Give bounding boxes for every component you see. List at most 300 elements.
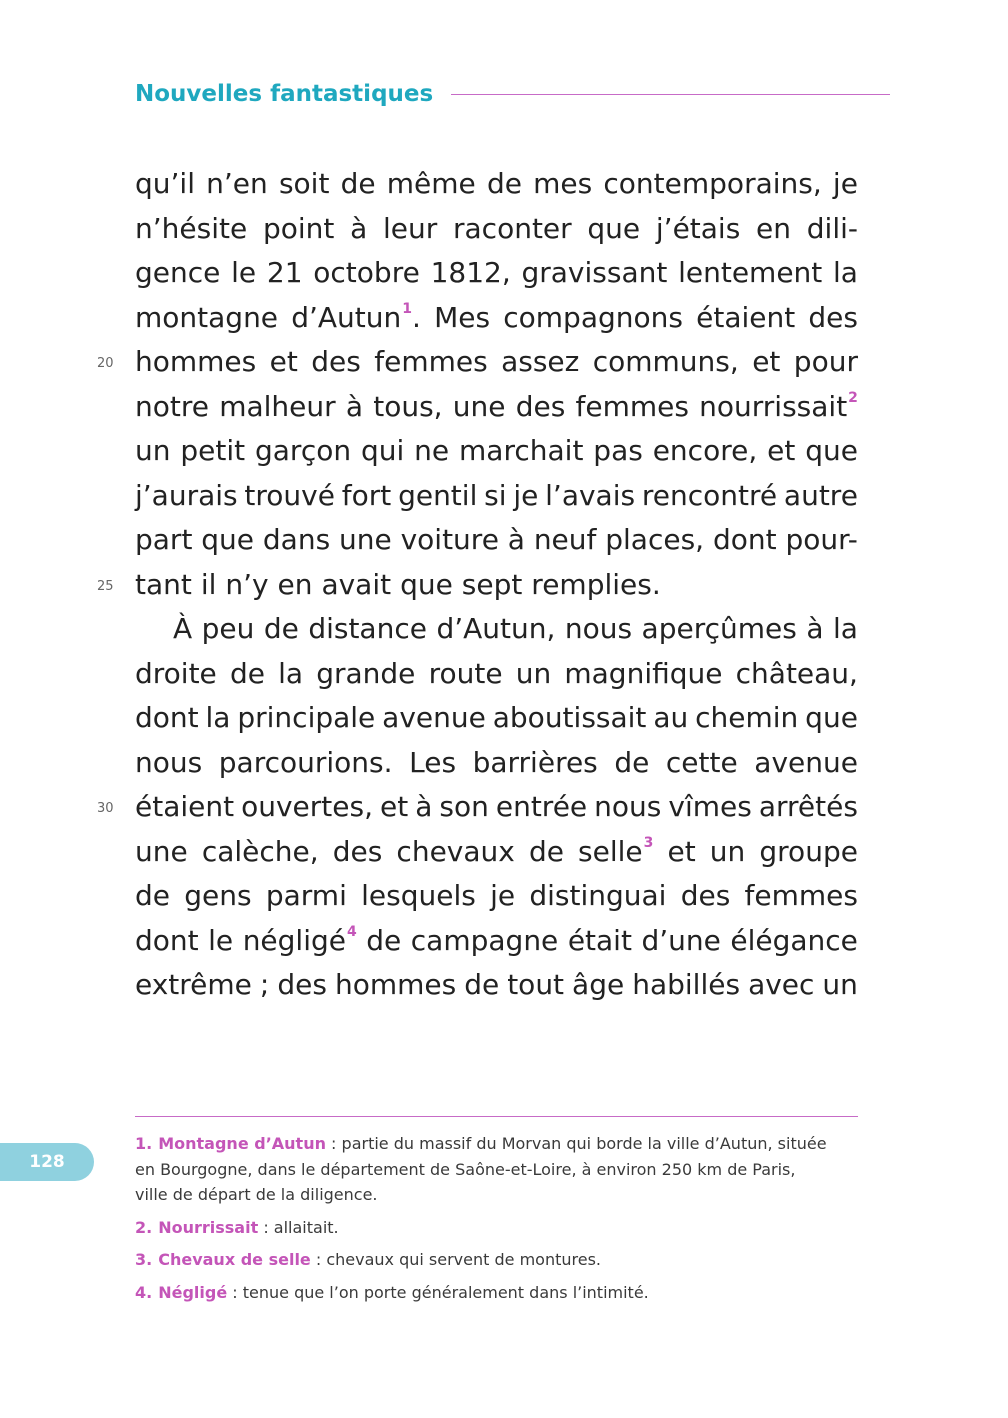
word-text: 1812, — [430, 256, 511, 289]
word — [135, 785, 234, 830]
word-text: gravissant — [521, 256, 668, 289]
word — [767, 429, 795, 474]
text-line — [135, 963, 858, 1008]
word — [264, 607, 299, 652]
word-text: une — [339, 523, 392, 556]
word-text: nous — [564, 612, 633, 645]
word — [434, 296, 490, 341]
word-text: d’Autun, — [436, 612, 556, 645]
footnote-term: Nourrissait — [158, 1217, 259, 1237]
word — [710, 830, 746, 875]
word — [135, 296, 278, 341]
word — [263, 518, 330, 563]
word — [593, 340, 739, 385]
word-text: voiture — [400, 523, 499, 556]
word-text: la — [205, 701, 231, 734]
word-text: et — [379, 790, 409, 823]
line-number: 20 — [97, 356, 114, 371]
word — [409, 741, 456, 786]
word-text: compagnons — [503, 300, 683, 334]
word — [833, 162, 858, 207]
word — [656, 207, 740, 252]
word — [473, 741, 598, 786]
word-text: soit — [278, 167, 330, 200]
text-line — [135, 207, 858, 252]
footnote — [135, 1247, 870, 1273]
word — [754, 741, 858, 786]
word-text: le — [231, 256, 257, 289]
word-text: négligé — [242, 923, 346, 957]
footnote-definition: en Bourgogne, dans le département de Saône-et-Loire, à environ 250 km de Paris, — [135, 1159, 796, 1179]
word — [784, 474, 858, 519]
word-text: une — [135, 834, 188, 868]
text-line — [135, 919, 858, 964]
word-text: cette — [665, 745, 738, 779]
word — [316, 652, 415, 697]
word — [135, 385, 209, 430]
word — [794, 340, 858, 385]
word-text: communs, — [592, 345, 739, 378]
word — [335, 963, 456, 1008]
footnote-marker[interactable]: 3 — [643, 834, 654, 851]
word — [752, 340, 780, 385]
word-text: de — [135, 879, 170, 912]
word — [380, 785, 408, 830]
word — [173, 607, 192, 652]
word — [808, 296, 858, 341]
footnote — [135, 1280, 870, 1306]
footnote-term: Négligé — [158, 1282, 228, 1302]
word-text: entrée — [495, 790, 588, 823]
word-text: d’Autun — [291, 300, 402, 334]
text-line — [97, 340, 858, 385]
word — [501, 340, 579, 385]
word — [135, 563, 192, 608]
header-rule — [451, 94, 890, 95]
word — [641, 919, 720, 964]
running-header — [135, 78, 890, 110]
word-text: de — [486, 167, 522, 200]
word — [201, 518, 254, 563]
word-text: des — [332, 834, 383, 868]
word — [516, 652, 552, 697]
word-text: j’aurais — [135, 478, 238, 512]
word — [184, 874, 251, 919]
text-line — [135, 696, 858, 741]
word — [396, 830, 514, 875]
word — [180, 429, 245, 474]
word — [255, 429, 351, 474]
word — [730, 919, 858, 964]
word-text: tout — [507, 968, 565, 1001]
word — [678, 251, 822, 296]
word-text: malheur — [219, 389, 336, 423]
word-text: marchait — [459, 434, 584, 467]
word-text: gentil — [398, 478, 478, 512]
word-text: que — [400, 567, 453, 601]
word — [759, 785, 858, 830]
word — [508, 518, 525, 563]
word-text: en — [756, 211, 792, 245]
text-line — [135, 162, 858, 207]
word — [745, 874, 858, 919]
word-text: gence — [135, 256, 221, 289]
word-text: de — [614, 745, 650, 779]
word-text: arrêtés — [758, 790, 858, 823]
word-text: vîmes — [668, 790, 752, 823]
word-text: distance — [308, 612, 427, 645]
word — [267, 251, 303, 296]
word-text: qui — [360, 434, 405, 467]
word — [534, 518, 597, 563]
word — [748, 963, 814, 1008]
word — [313, 251, 420, 296]
word — [507, 963, 564, 1008]
word — [278, 563, 313, 608]
word — [464, 963, 499, 1008]
word-text: raconter — [453, 211, 572, 245]
footnotes-rule — [135, 1116, 858, 1117]
word-text: âge — [572, 968, 625, 1001]
word-text: octobre — [313, 256, 420, 289]
word — [135, 741, 202, 786]
word-text: élégance — [730, 923, 858, 957]
word-text: n’y — [225, 567, 269, 601]
word-text: à — [507, 523, 525, 556]
footnote-line — [135, 1280, 870, 1306]
word — [208, 919, 233, 964]
text-line — [135, 385, 858, 430]
word — [605, 518, 704, 563]
word — [308, 607, 427, 652]
word — [453, 207, 572, 252]
footnote-marker[interactable]: 1 — [402, 300, 413, 317]
word — [696, 296, 795, 341]
word-text: étaient — [135, 790, 235, 823]
word-text: château, — [735, 656, 858, 690]
word-text: et — [667, 834, 696, 868]
word-text: femmes — [374, 345, 488, 378]
text-line — [97, 563, 858, 608]
word-text: femmes — [744, 879, 858, 912]
word-text: avait — [321, 567, 392, 601]
word-text: dili- — [806, 211, 858, 245]
word-text: encore, — [652, 434, 758, 467]
word — [487, 162, 522, 207]
word-text: rencontré — [641, 478, 778, 512]
word-text: droite — [135, 656, 217, 690]
word-text: de — [263, 612, 299, 645]
word-text: je — [513, 478, 539, 512]
footnote-line — [135, 1182, 870, 1208]
word — [614, 741, 649, 786]
footnote — [135, 1131, 870, 1208]
word — [759, 830, 858, 875]
word — [219, 385, 335, 430]
word — [642, 474, 777, 519]
footnote-marker[interactable]: 2 — [848, 389, 858, 406]
footnotes — [135, 1131, 870, 1312]
word — [564, 652, 722, 697]
word-text: trouvé — [244, 478, 335, 512]
word — [496, 785, 587, 830]
word-text: magnifique — [564, 656, 723, 690]
footnote-line — [135, 1215, 870, 1241]
word — [202, 830, 319, 875]
word-text: dont — [135, 923, 199, 957]
word-text: pour- — [785, 523, 858, 556]
word — [667, 830, 695, 875]
word — [785, 518, 857, 563]
word — [439, 785, 488, 830]
word — [263, 207, 334, 252]
text-line — [135, 830, 858, 875]
word — [462, 563, 523, 608]
word — [401, 518, 499, 563]
word-text: groupe — [759, 834, 858, 868]
text-line — [135, 741, 858, 786]
word-text: chemin — [695, 701, 799, 734]
word-text: 21 — [266, 256, 303, 289]
word — [529, 874, 666, 919]
word — [805, 429, 858, 474]
word — [291, 296, 421, 341]
word-text: en — [277, 567, 313, 601]
word-text: point — [262, 211, 335, 245]
word — [135, 963, 252, 1008]
word-text: je — [490, 879, 516, 912]
word — [219, 741, 393, 786]
word-text: montagne — [135, 300, 279, 334]
word-text: parcourions. — [218, 745, 393, 779]
word-text: notre — [135, 389, 209, 423]
word — [225, 563, 268, 608]
word-text: je — [832, 167, 858, 200]
word-text: et — [269, 345, 298, 378]
word-text: nourrissait — [699, 389, 848, 423]
word-text: la — [833, 256, 858, 289]
footnote-number: 3. — [135, 1250, 153, 1269]
word — [572, 963, 624, 1008]
main-text — [97, 162, 858, 1008]
footnote-line — [135, 1131, 870, 1157]
word — [342, 474, 391, 519]
word-text: que — [587, 211, 641, 245]
word-text: au — [653, 701, 689, 734]
page-number: 128 — [29, 1152, 65, 1172]
footnote-line — [135, 1157, 870, 1183]
footnote-definition: : chevaux qui servent de montures. — [310, 1250, 601, 1269]
word-text: un — [822, 968, 858, 1001]
word — [201, 563, 217, 608]
word — [311, 340, 361, 385]
word — [490, 874, 515, 919]
word-text: contemporains, — [603, 167, 822, 200]
word-text: d’une — [641, 923, 721, 957]
word-text: assez — [501, 345, 580, 378]
word-text: qu’il — [135, 167, 195, 200]
word-text: des — [515, 389, 566, 423]
line-number: 30 — [97, 801, 114, 816]
word — [565, 607, 632, 652]
word-text: barrières — [472, 745, 598, 779]
word-text: aboutissait — [492, 701, 647, 734]
word-text: nous — [594, 790, 662, 823]
word-text: places, — [605, 523, 705, 556]
word — [135, 518, 192, 563]
word-text: à — [350, 211, 368, 245]
word-text: si — [484, 478, 507, 512]
word-text: que — [201, 523, 255, 556]
word-text: il — [200, 567, 217, 601]
word — [568, 919, 632, 964]
word-text: habillés — [632, 968, 741, 1001]
word — [279, 162, 329, 207]
word — [366, 919, 401, 964]
word-text: lesquels — [361, 879, 476, 912]
word — [603, 162, 821, 207]
word-text: chevaux — [396, 834, 515, 868]
word — [429, 652, 503, 697]
word — [516, 385, 566, 430]
footnote-definition: : tenue que l’on porte généralement dans l’intimité. — [227, 1282, 649, 1302]
footnote-definition: : allaitait. — [258, 1217, 339, 1237]
word — [533, 162, 592, 207]
word-text: pas — [593, 434, 643, 467]
word — [361, 874, 476, 919]
word-text: la — [278, 656, 304, 690]
word — [484, 474, 506, 519]
word-text: étaient — [696, 300, 796, 334]
word — [135, 162, 195, 207]
word-text: hommes — [334, 968, 457, 1001]
text-line — [97, 785, 858, 830]
word — [135, 207, 247, 252]
word-text: dans — [262, 523, 331, 556]
word — [699, 385, 858, 430]
word — [531, 563, 660, 608]
word — [493, 696, 647, 741]
word — [400, 563, 453, 608]
word-text: campagne — [410, 923, 559, 957]
word-text: distinguai — [529, 879, 667, 912]
word-text: petit — [180, 434, 246, 467]
word — [383, 207, 437, 252]
word-text: et — [767, 434, 796, 467]
word-text: et — [752, 345, 781, 378]
word — [411, 919, 559, 964]
book-title: Nouvelles fantastiques — [135, 81, 434, 107]
word — [503, 296, 683, 341]
word — [373, 385, 442, 430]
word-text: n’hésite — [135, 211, 248, 245]
line-number: 25 — [97, 578, 114, 594]
word — [135, 340, 256, 385]
word-text: sept — [461, 567, 523, 601]
word — [529, 830, 564, 875]
word — [241, 785, 373, 830]
word-text: des — [311, 345, 361, 378]
word-text: dont — [135, 701, 199, 734]
word — [321, 563, 391, 608]
word — [333, 830, 383, 875]
word — [653, 429, 758, 474]
word-text: À — [173, 612, 193, 645]
word-text: hommes — [135, 345, 257, 378]
word-text: l’avais — [545, 478, 636, 512]
word — [453, 385, 506, 430]
word — [202, 607, 255, 652]
word — [230, 652, 265, 697]
word — [243, 919, 357, 964]
word — [513, 474, 538, 519]
footnote-term: Chevaux de selle — [158, 1250, 311, 1269]
text-line — [135, 607, 858, 652]
word — [135, 652, 217, 697]
word-text: avenue — [754, 745, 858, 779]
word — [521, 251, 667, 296]
word-text: des — [808, 300, 858, 334]
word — [398, 474, 477, 519]
word — [415, 785, 432, 830]
word — [833, 607, 858, 652]
word — [695, 696, 798, 741]
text-line — [135, 429, 858, 474]
word — [382, 696, 486, 741]
word-text: était — [567, 923, 632, 957]
word-text: remplies. — [531, 567, 661, 601]
word-text: extrême — [135, 968, 252, 1001]
word-text: dont — [712, 523, 777, 556]
punctuation: . — [412, 300, 421, 334]
word-text: de — [528, 834, 564, 868]
word — [668, 785, 751, 830]
word — [833, 251, 858, 296]
word — [756, 207, 791, 252]
word — [278, 652, 303, 697]
word-text: un — [135, 434, 171, 467]
word-text: gens — [184, 879, 252, 912]
word — [806, 607, 823, 652]
word — [387, 162, 476, 207]
word — [414, 429, 449, 474]
word — [231, 251, 256, 296]
word — [350, 207, 367, 252]
word — [459, 429, 583, 474]
footnote-definition: ville de départ de la diligence. — [135, 1185, 378, 1204]
word-text: ouvertes, — [241, 790, 373, 823]
text-line — [135, 652, 858, 697]
footnote-marker[interactable]: 4 — [347, 923, 357, 940]
word — [260, 963, 269, 1008]
text-line — [135, 474, 858, 519]
footnote-term: Montagne d’Autun — [158, 1134, 326, 1153]
word — [206, 696, 231, 741]
word-text: part — [135, 523, 193, 556]
word-text: tous, — [373, 389, 443, 423]
word — [135, 251, 220, 296]
word — [594, 785, 661, 830]
word-text: son — [439, 790, 489, 823]
word — [642, 607, 797, 652]
word-text: avenue — [382, 701, 486, 734]
word — [575, 385, 688, 430]
word — [666, 741, 738, 786]
word-text: à — [345, 389, 364, 423]
word-text: de — [340, 167, 376, 200]
footnote — [135, 1215, 870, 1241]
word-text: parmi — [265, 879, 347, 912]
